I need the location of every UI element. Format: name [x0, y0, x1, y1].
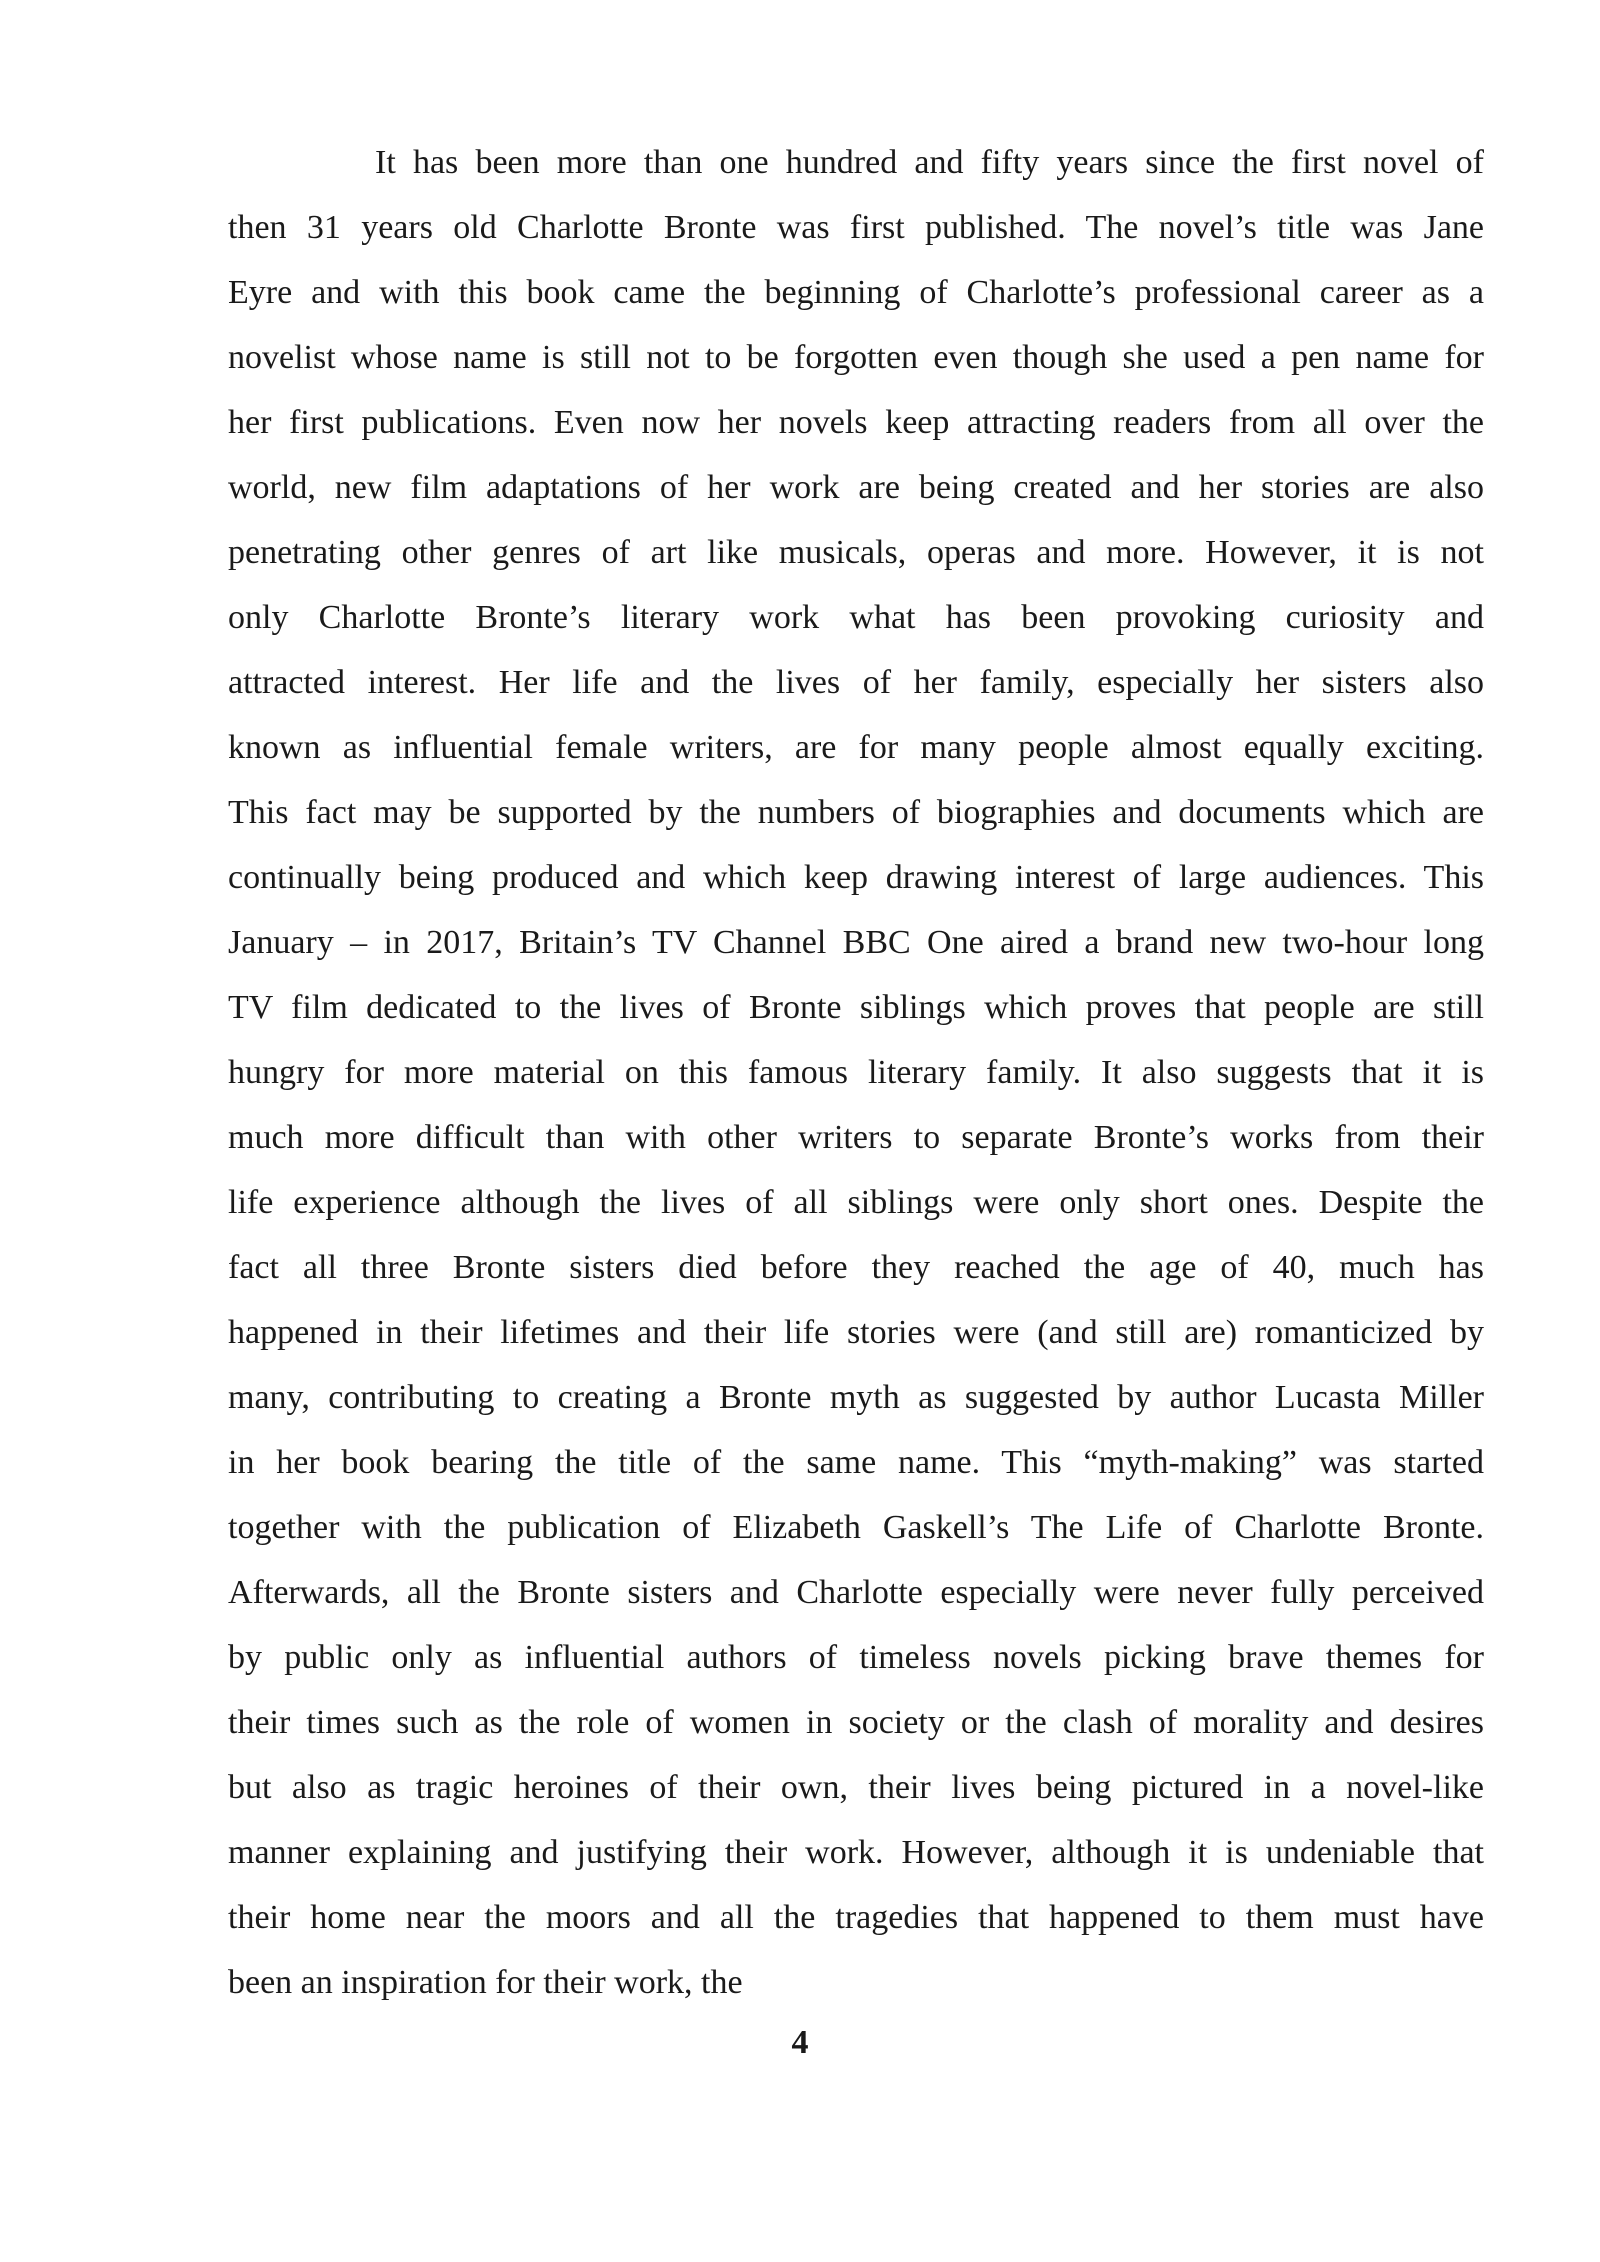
text-line: her first publications. Even now her novels keep attracting readers from all over the: [228, 404, 1484, 441]
text-line: by public only as influential authors of timeless novels picking brave themes for: [228, 1639, 1484, 1676]
text-line: TV film dedicated to the lives of Bronte siblings which proves that people are still: [228, 989, 1484, 1026]
page-number: 4: [791, 2024, 809, 2061]
text-line: manner explaining and justifying their work. However, although it is undeniable that: [228, 1834, 1484, 1871]
text-line: world, new film adaptations of her work are being created and her stories are also: [228, 469, 1484, 506]
text-line: in her book bearing the title of the same name. This “myth-making” was started: [228, 1444, 1484, 1481]
text-line: then 31 years old Charlotte Bronte was first published. The novel’s title was Jane: [228, 209, 1484, 246]
text-line: It has been more than one hundred and fifty years since the first novel of: [375, 144, 1484, 181]
text-line: their home near the moors and all the tragedies that happened to them must have: [228, 1899, 1484, 1936]
text-line: Eyre and with this book came the beginning of Charlotte’s professional career as a: [228, 274, 1484, 311]
text-line: This fact may be supported by the numbers of biographies and documents which are: [228, 794, 1484, 831]
text-line: but also as tragic heroines of their own, their lives being pictured in a novel-like: [228, 1769, 1484, 1806]
text-line: penetrating other genres of art like musicals, operas and more. However, it is not: [228, 534, 1484, 571]
text-line: happened in their lifetimes and their life stories were (and still are) romanticized by: [228, 1314, 1484, 1351]
text-line: known as influential female writers, are for many people almost equally exciting.: [228, 729, 1484, 766]
text-line: Afterwards, all the Bronte sisters and Charlotte especially were never fully perceived: [228, 1574, 1484, 1611]
text-line: their times such as the role of women in society or the clash of morality and desires: [228, 1704, 1484, 1741]
text-line: together with the publication of Elizabeth Gaskell’s The Life of Charlotte Bronte.: [228, 1509, 1484, 1546]
text-line: only Charlotte Bronte’s literary work what has been provoking curiosity and: [228, 599, 1484, 636]
text-line: hungry for more material on this famous literary family. It also suggests that it is: [228, 1054, 1484, 1091]
text-line: novelist whose name is still not to be forgotten even though she used a pen name for: [228, 339, 1484, 376]
text-line: attracted interest. Her life and the lives of her family, especially her sisters also: [228, 664, 1484, 701]
text-line: January – in 2017, Britain’s TV Channel BBC One aired a brand new two-hour long: [228, 924, 1484, 961]
text-line: much more difficult than with other writers to separate Bronte’s works from their: [228, 1119, 1484, 1156]
text-line: life experience although the lives of all siblings were only short ones. Despite the: [228, 1184, 1484, 1221]
text-line: continually being produced and which keep drawing interest of large audiences. This: [228, 859, 1484, 896]
body-paragraph: [228, 130, 1484, 2015]
text-line: been an inspiration for their work, the: [228, 1964, 743, 2001]
text-line: fact all three Bronte sisters died before they reached the age of 40, much has: [228, 1249, 1484, 1286]
text-line: many, contributing to creating a Bronte myth as suggested by author Lucasta Miller: [228, 1379, 1484, 1416]
